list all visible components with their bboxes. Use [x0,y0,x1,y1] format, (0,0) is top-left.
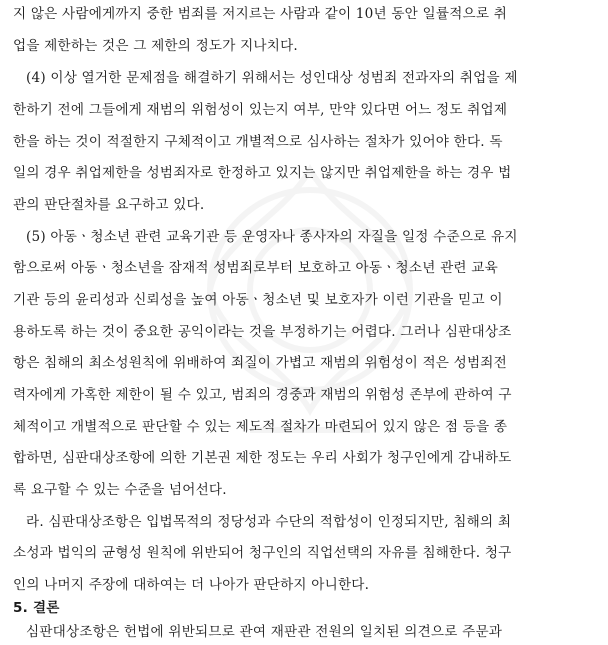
text-line-12: 항은 침해의 최소성원칙에 위배하여 죄질이 가볍고 재범의 위험성이 적은 성범죄전 [13,355,507,371]
text-line-5: 한을 하는 것이 적절한지 구체적이고 개별적으로 심사하는 절차가 있어야 한다. 독 [13,134,503,150]
text-line-10: 기관 등의 윤리성과 신뢰성을 높여 아동ㆍ청소년 및 보호자가 이런 기관을 믿고 이 [13,292,503,308]
section-heading: 5. 결론 [13,600,60,616]
text-line-6: 일의 경우 취업제한을 성범죄자로 한정하고 있지는 않지만 취업제한을 하는 경우 법 [13,165,512,181]
text-line-19: 인의 나머지 주장에 대하여는 더 나아가 판단하지 아니한다. [13,577,370,593]
text-line-7: 관의 판단절차를 요구하고 있다. [13,197,205,213]
text-line-1: 지 않은 사람에게까지 중한 범죄를 저지르는 사람과 같이 10년 동안 일률적으로 취 [13,6,508,22]
text-line-14: 체적이고 개별적으로 판단할 수 있는 제도적 절차가 마련되어 있지 않은 점 등을 종 [13,419,508,435]
text-line-4: 한하기 전에 그들에게 재범의 위험성이 있는지 여부, 만약 있다면 어느 정도 취업제 [13,102,508,118]
text-line-3: (4) 이상 열거한 문제점을 해결하기 위해서는 성인대상 성범죄 전과자의 취업을 제 [26,70,518,86]
text-line-13: 력자에게 가혹한 제한이 될 수 있고, 범죄의 경중과 재범의 위험성 존부에 관하여 구 [13,387,512,403]
text-line-11: 용하도록 하는 것이 중요한 공익이라는 것을 부정하기는 어렵다. 그러나 심판대상조 [13,324,512,340]
text-line-2: 업을 제한하는 것은 그 제한의 정도가 지나치다. [13,38,298,54]
text-line-9: 함으로써 아동ㆍ청소년을 잠재적 성범죄로부터 보호하고 아동ㆍ청소년 관련 교육 [13,260,498,276]
text-line-16: 록 요구할 수 있는 수준을 넘어선다. [13,482,227,498]
text-line-15: 합하면, 심판대상조항에 의한 기본권 제한 정도는 우리 사회가 청구인에게 감내하도 [13,450,512,466]
text-line-17: 라. 심판대상조항은 입법목적의 정당성과 수단의 적합성이 인정되지만, 침해의 최 [26,514,512,530]
text-line-8: (5) 아동ㆍ청소년 관련 교육기관 등 운영자나 종사자의 자질을 일정 수준으로 유지 [26,229,518,245]
text-line-21: 심판대상조항은 헌법에 위반되므로 관여 재판관 전원의 일치된 의견으로 주문과 [26,624,503,640]
text-line-18: 소성과 법익의 균형성 원칙에 위반되어 청구인의 직업선택의 자유를 침해한다. 청구 [13,545,512,561]
